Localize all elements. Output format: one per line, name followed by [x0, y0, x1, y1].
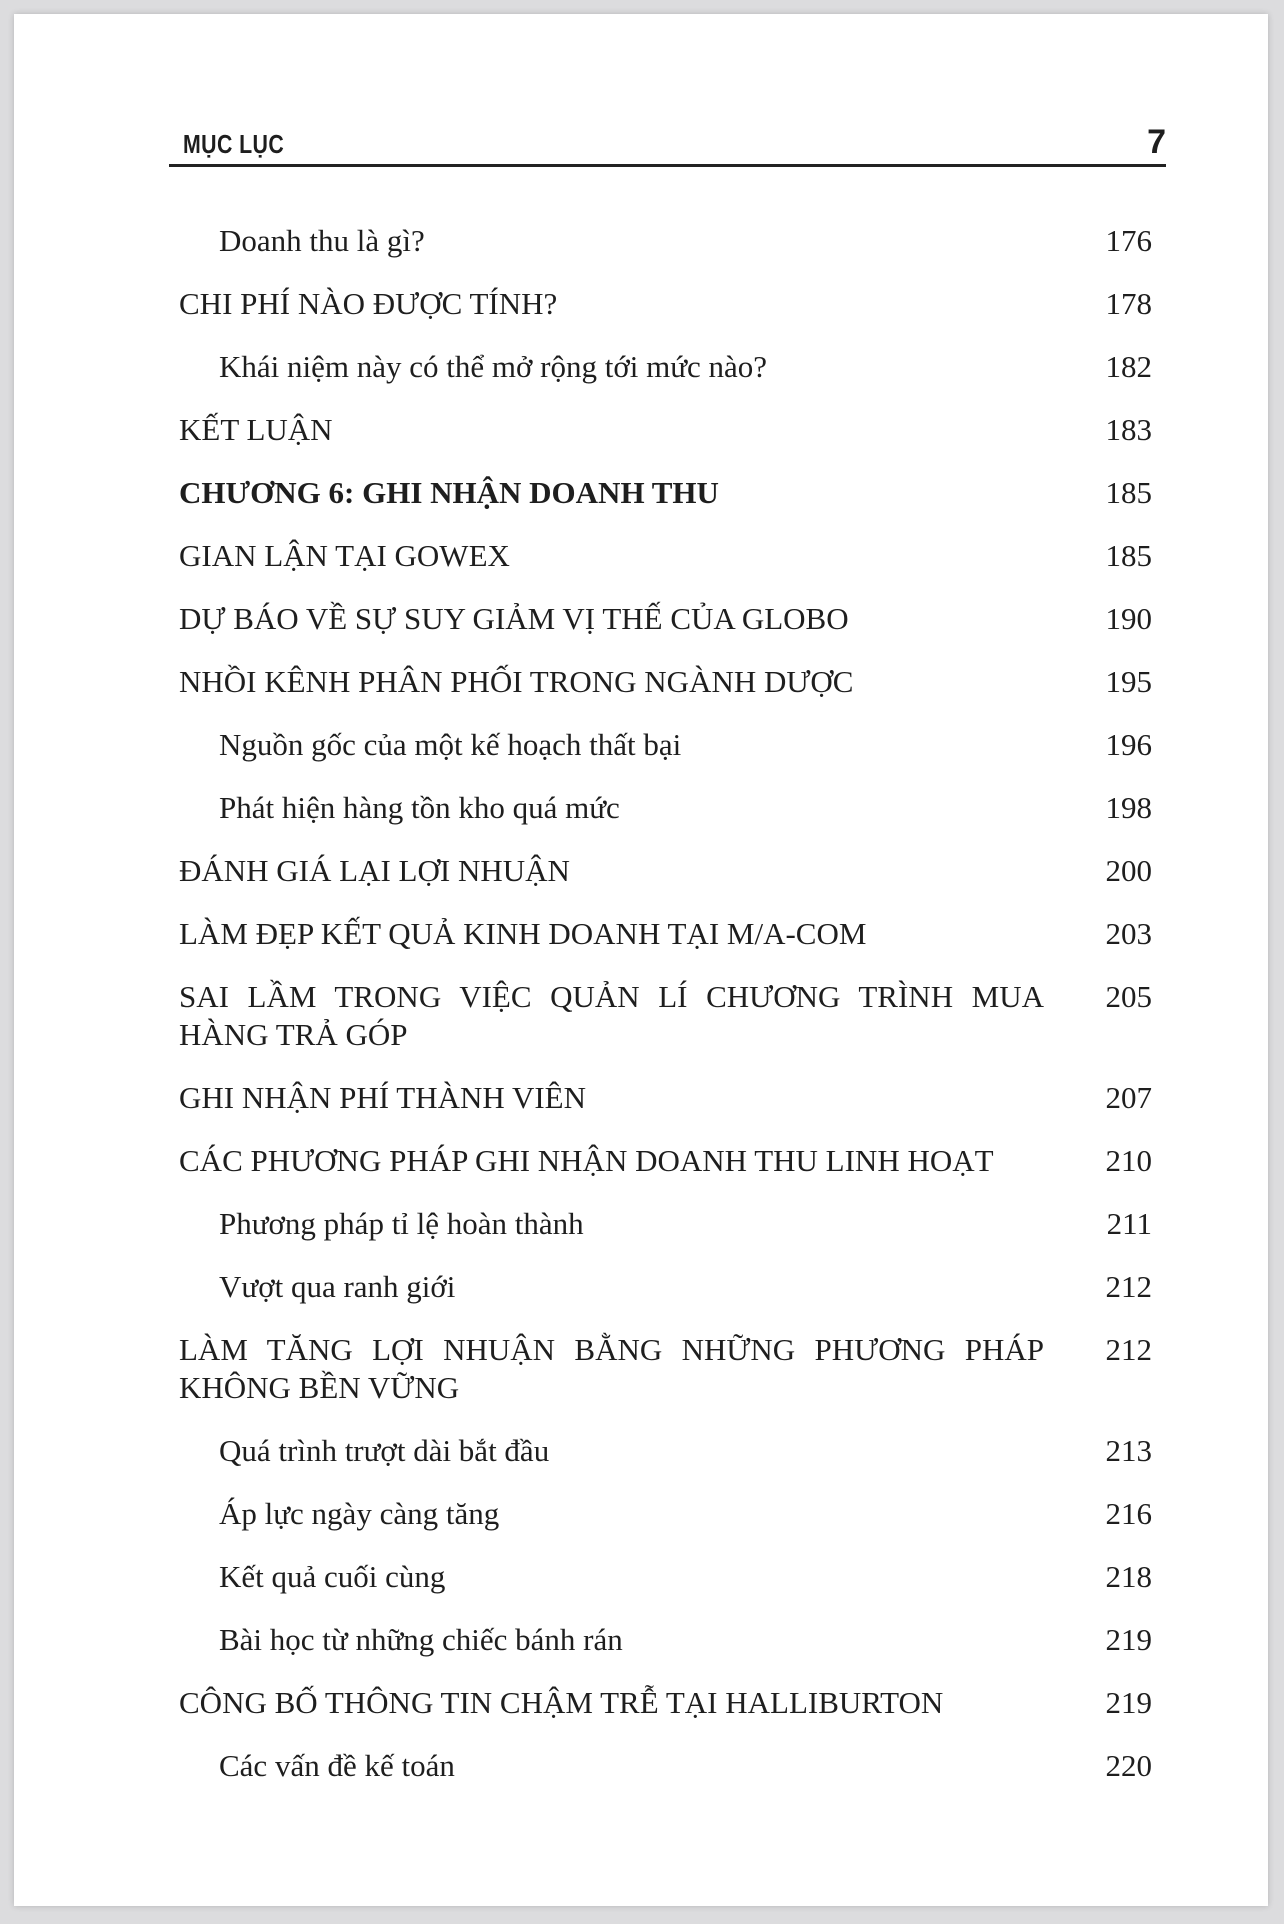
toc-entry-page: 205	[1105, 979, 1152, 1014]
toc-entry-title: SAI LẦM TRONG VIỆC QUẢN LÍ CHƯƠNG TRÌNH MUA HÀNG TRẢ GÓP	[179, 979, 1044, 1052]
toc-entry	[179, 537, 1154, 575]
toc-entry-page: 185	[1105, 538, 1152, 573]
toc-entry-page: 203	[1105, 916, 1152, 951]
toc-entry-title: Phát hiện hàng tồn kho quá mức	[219, 790, 620, 825]
page-number: 7	[1147, 123, 1166, 161]
toc-subentry	[179, 222, 1154, 260]
toc-entry-page: 195	[1105, 664, 1152, 699]
toc-entry-title: LÀM ĐẸP KẾT QUẢ KINH DOANH TẠI M/A-COM	[179, 916, 867, 951]
toc-entry-title: Bài học từ những chiếc bánh rán	[219, 1622, 623, 1657]
toc-entry-title: KẾT LUẬN	[179, 412, 333, 447]
toc-subentry	[179, 1268, 1154, 1306]
toc-entry	[179, 978, 1154, 1054]
toc-entry-title: LÀM TĂNG LỢI NHUẬN BẰNG NHỮNG PHƯƠNG PHÁP KHÔNG BỀN VỮNG	[179, 1332, 1044, 1405]
toc-entry-page: 198	[1105, 790, 1152, 825]
toc-subentry	[179, 348, 1154, 386]
toc-entry-page: 218	[1105, 1559, 1152, 1594]
toc-entry	[179, 663, 1154, 701]
toc-entry-page: 211	[1106, 1206, 1152, 1241]
toc-subentry	[179, 1205, 1154, 1243]
toc-entry-page: 190	[1105, 601, 1152, 636]
toc-entry-page: 185	[1105, 475, 1152, 510]
toc-entry-page: 183	[1105, 412, 1152, 447]
toc-entry-page: 210	[1105, 1143, 1152, 1178]
toc-entry-page: 216	[1105, 1496, 1152, 1531]
toc-entry-title: GHI NHẬN PHÍ THÀNH VIÊN	[179, 1080, 586, 1115]
toc-entry-page: 178	[1105, 286, 1152, 321]
toc-chapter-heading	[179, 474, 1154, 512]
toc-subentry	[179, 1747, 1154, 1785]
toc-subentry	[179, 1432, 1154, 1470]
toc-entry-page: 219	[1105, 1622, 1152, 1657]
toc-entry-title: GIAN LẬN TẠI GOWEX	[179, 538, 510, 573]
toc-entry-page: 212	[1105, 1269, 1152, 1304]
toc-entry-title: Nguồn gốc của một kế hoạch thất bại	[219, 727, 682, 762]
toc-entry	[179, 915, 1154, 953]
toc-subentry	[179, 1621, 1154, 1659]
toc-entry-page: 220	[1105, 1748, 1152, 1783]
toc-subentry	[179, 726, 1154, 764]
toc-entry	[179, 1684, 1154, 1722]
toc-entry-title: Doanh thu là gì?	[219, 223, 425, 258]
toc-entry	[179, 285, 1154, 323]
toc-entry	[179, 852, 1154, 890]
toc-entry-title: CÁC PHƯƠNG PHÁP GHI NHẬN DOANH THU LINH HOẠT	[179, 1143, 994, 1178]
toc-entry-page: 213	[1105, 1433, 1152, 1468]
toc-subentry	[179, 1495, 1154, 1533]
toc-entry	[179, 1331, 1154, 1407]
toc-entry-title: DỰ BÁO VỀ SỰ SUY GIẢM VỊ THẾ CỦA GLOBO	[179, 601, 849, 636]
toc-entry-title: Khái niệm này có thể mở rộng tới mức nào?	[219, 349, 768, 384]
toc-entry-title: Kết quả cuối cùng	[219, 1559, 446, 1594]
toc-entry-title: CÔNG BỐ THÔNG TIN CHẬM TRỄ TẠI HALLIBURTON	[179, 1685, 944, 1720]
toc-entry	[179, 411, 1154, 449]
book-page	[14, 14, 1268, 1906]
toc-entry-title: CHI PHÍ NÀO ĐƯỢC TÍNH?	[179, 286, 558, 321]
toc-entry-page: 176	[1105, 223, 1152, 258]
toc-entry	[179, 1079, 1154, 1117]
toc-entry	[179, 600, 1154, 638]
toc-entry-title: Quá trình trượt dài bắt đầu	[219, 1433, 550, 1468]
toc-entry-title: CHƯƠNG 6: GHI NHẬN DOANH THU	[179, 475, 719, 510]
toc-subentry	[179, 1558, 1154, 1596]
toc-entry-title: NHỒI KÊNH PHÂN PHỐI TRONG NGÀNH DƯỢC	[179, 664, 854, 699]
running-header	[169, 112, 1166, 167]
toc-entry-page: 196	[1105, 727, 1152, 762]
table-of-contents	[179, 222, 1154, 1810]
toc-entry	[179, 1142, 1154, 1180]
toc-subentry	[179, 789, 1154, 827]
toc-entry-page: 200	[1105, 853, 1152, 888]
toc-entry-page: 219	[1105, 1685, 1152, 1720]
toc-entry-page: 212	[1105, 1332, 1152, 1367]
toc-entry-page: 207	[1105, 1080, 1152, 1115]
toc-entry-page: 182	[1105, 349, 1152, 384]
toc-entry-title: Phương pháp tỉ lệ hoàn thành	[219, 1206, 584, 1241]
toc-entry-title: Các vấn đề kế toán	[219, 1748, 455, 1783]
toc-entry-title: Áp lực ngày càng tăng	[219, 1496, 500, 1531]
toc-entry-title: Vượt qua ranh giới	[219, 1269, 456, 1304]
toc-entry-title: ĐÁNH GIÁ LẠI LỢI NHUẬN	[179, 853, 570, 888]
section-title: MỤC LỤC	[183, 129, 285, 159]
